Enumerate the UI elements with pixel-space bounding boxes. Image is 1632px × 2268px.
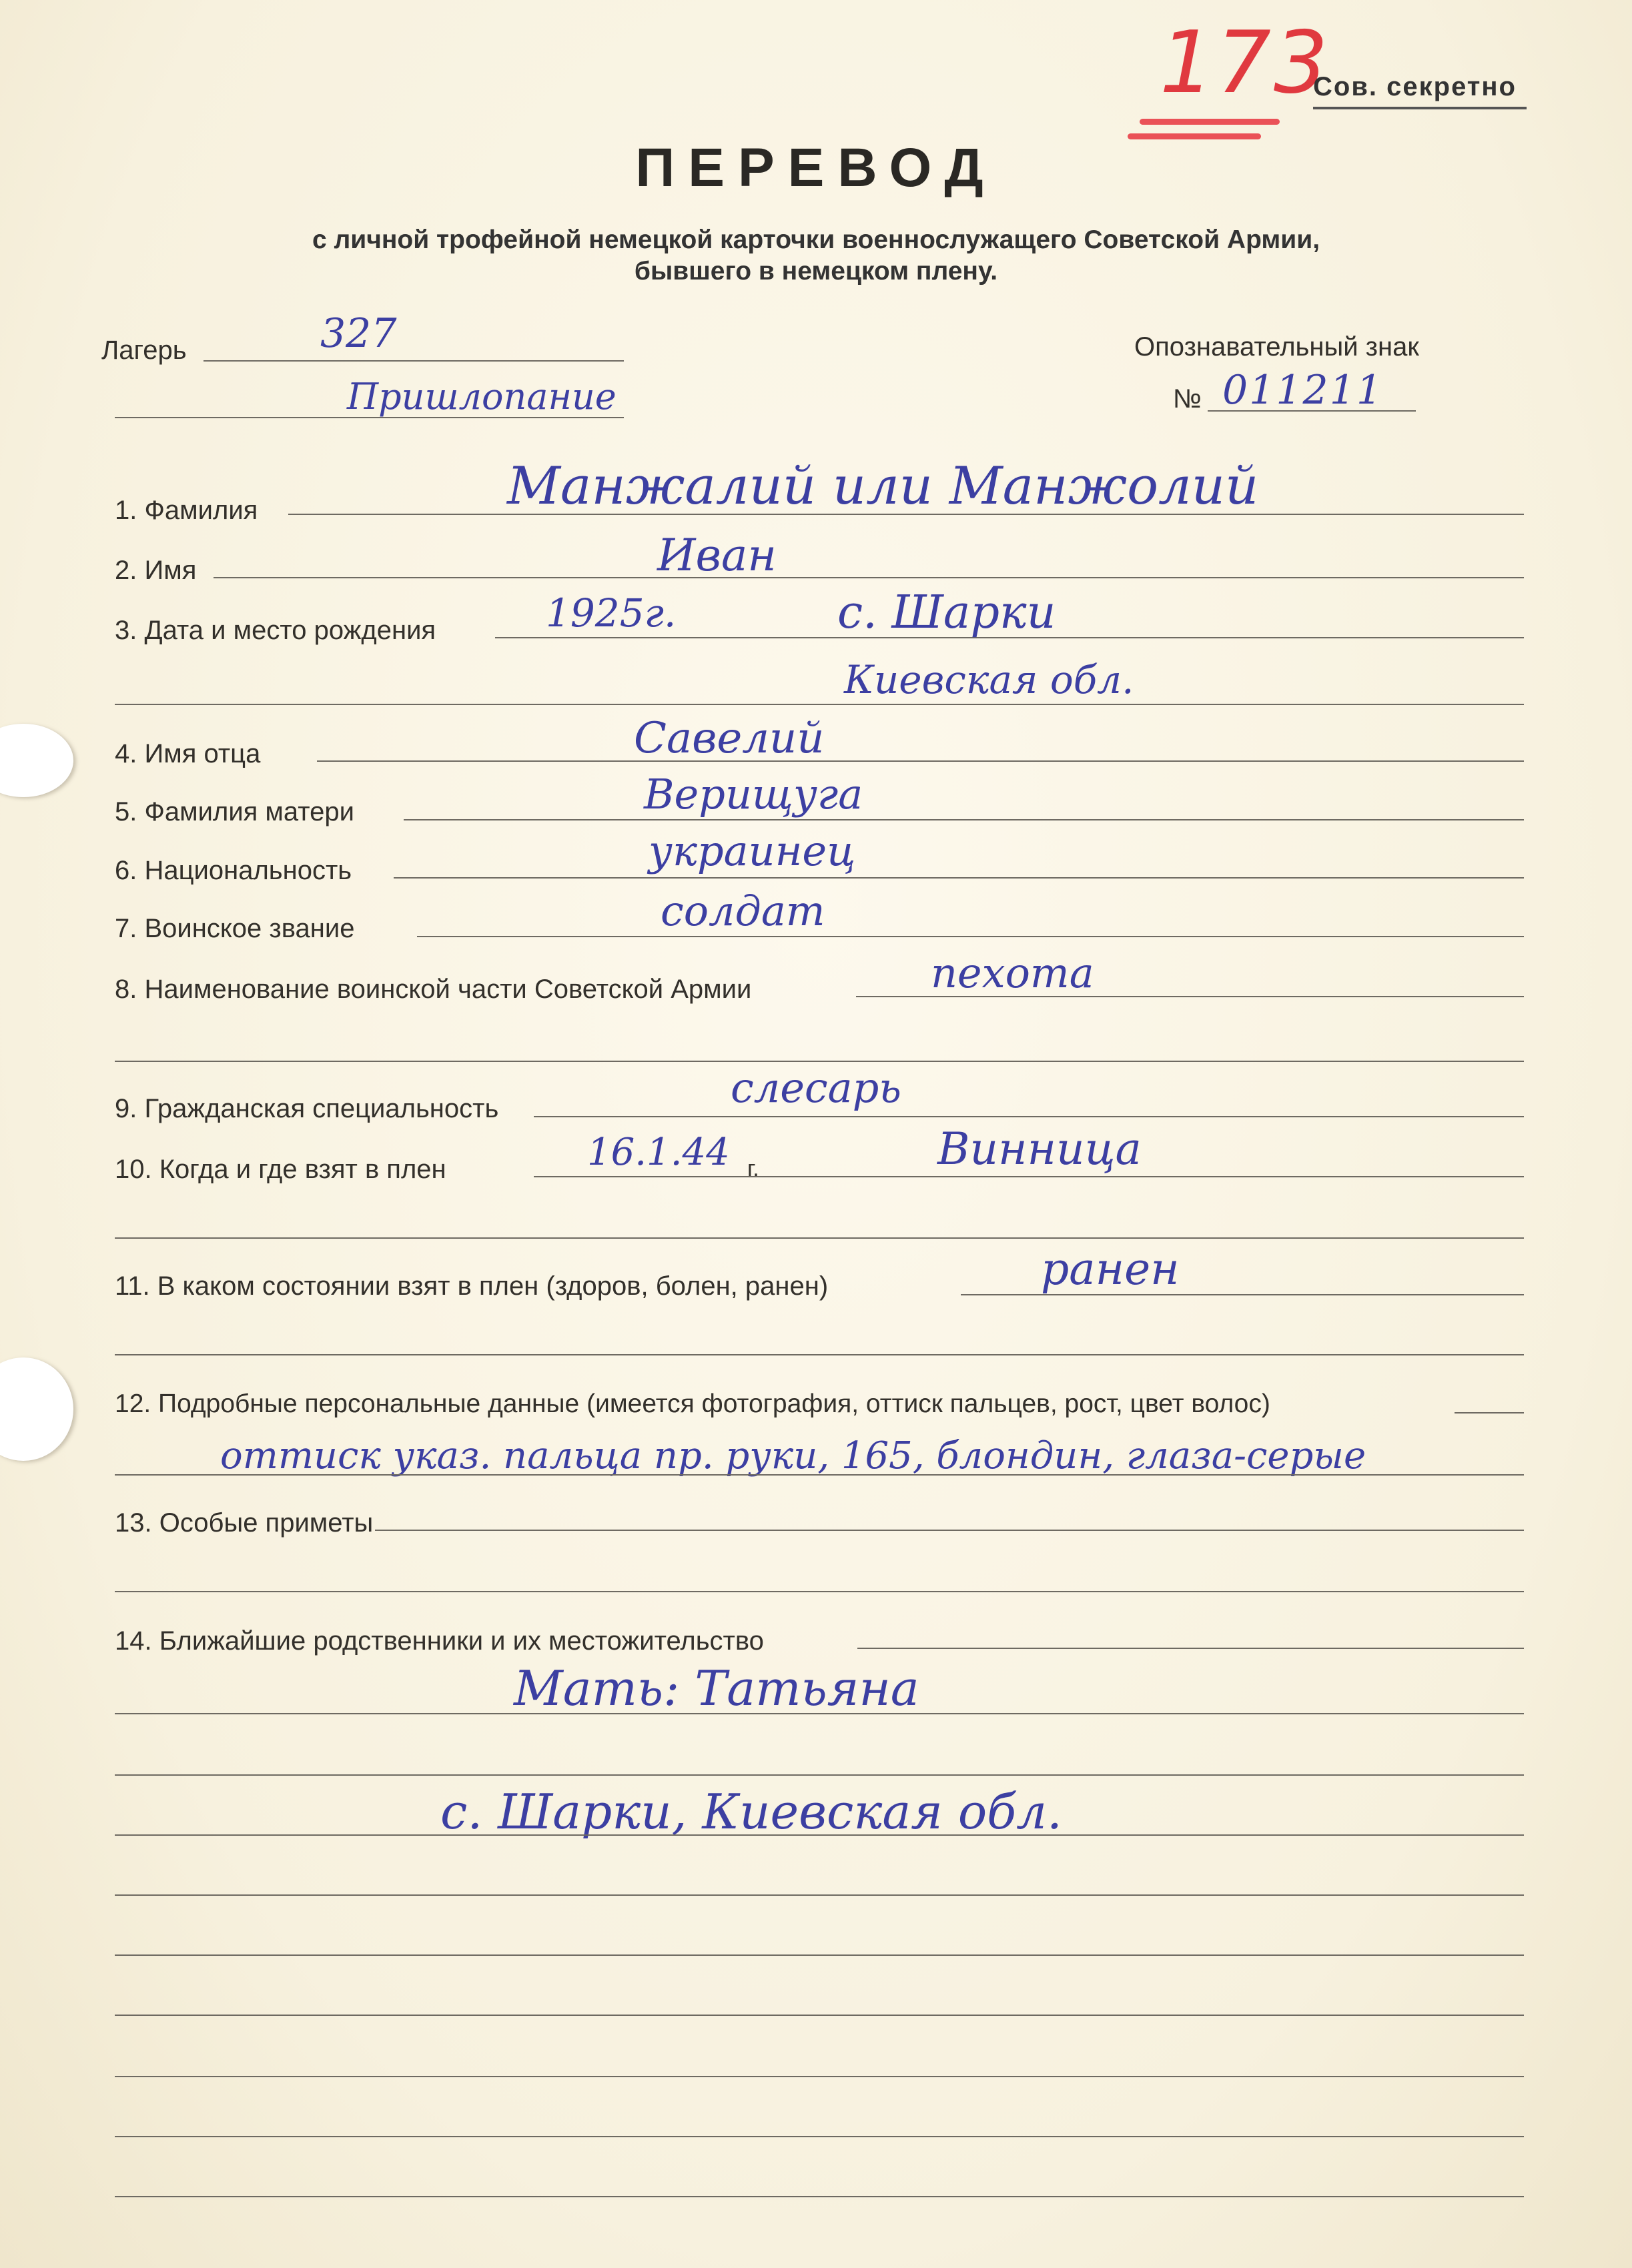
captured-year-suffix: г.	[747, 1156, 759, 1181]
relatives-label: 14. Ближайшие родственники и их местожительство	[115, 1626, 764, 1656]
marks-label: 13. Особые приметы	[115, 1508, 374, 1538]
details-line-2	[115, 1474, 1524, 1476]
birth-label: 3. Дата и место рождения	[115, 616, 436, 645]
mother-label: 5. Фамилия матери	[115, 797, 355, 826]
condition-label: 11. В каком состоянии взят в плен (здоров, болен, ранен)	[115, 1271, 829, 1301]
camp-name: Пришлопание	[347, 376, 617, 418]
nationality-value: украинец	[649, 826, 856, 875]
relatives-line-8	[115, 2076, 1524, 2077]
details-value: оттиск указ. пальца пр. руки, 165, блондин, глаза-серые	[220, 1434, 1366, 1478]
id-mark-label: Опознавательный знак	[1134, 332, 1419, 362]
classification-underline	[1313, 107, 1527, 109]
unit-value: пехота	[931, 949, 1094, 997]
unit-label: 8. Наименование воинской части Советской Армии	[115, 975, 752, 1004]
captured-place: Винница	[937, 1123, 1142, 1175]
relatives-line-6	[115, 1954, 1524, 1956]
details-line-1	[1455, 1412, 1524, 1413]
surname-label: 1. Фамилия	[115, 496, 258, 525]
relatives-line-7	[115, 2015, 1524, 2016]
relatives-mother: Мать: Татьяна	[514, 1660, 919, 1716]
profession-value: слесарь	[731, 1063, 902, 1112]
relatives-line-9	[115, 2136, 1524, 2137]
captured-line-1	[534, 1176, 1524, 1177]
marks-line-2	[115, 1591, 1524, 1592]
camp-number: 327	[320, 310, 397, 357]
relatives-line-1	[857, 1648, 1524, 1649]
captured-label: 10. Когда и где взят в плен	[115, 1155, 446, 1184]
birth-region: Киевская обл.	[844, 657, 1134, 702]
handwritten-number: 173	[1160, 13, 1331, 113]
captured-line-2	[115, 1237, 1524, 1239]
subtitle-line-1: с личной трофейной немецкой карточки военнослужащего Советской Армии,	[312, 225, 1320, 254]
name-line	[214, 577, 1524, 578]
classification-label: Сов. секретно	[1313, 72, 1517, 101]
birth-place: с. Шарки	[837, 586, 1056, 639]
nationality-label: 6. Национальность	[115, 856, 352, 885]
father-value: Савелий	[634, 714, 825, 763]
details-label: 12. Подробные персональные данные (имеется фотография, оттиск пальцев, рост, цвет волос)	[115, 1389, 1270, 1418]
punch-hole-top	[0, 724, 73, 797]
condition-line-2	[115, 1354, 1524, 1355]
birth-line-2	[115, 704, 1524, 705]
father-line	[317, 760, 1524, 762]
relatives-address: с. Шарки, Киевская обл.	[440, 1784, 1062, 1840]
red-underline-1	[1140, 119, 1280, 125]
profession-line	[534, 1116, 1524, 1117]
birth-year: 1925г.	[546, 590, 677, 636]
subtitle-line-2: бывшего в немецком плену.	[634, 257, 998, 286]
surname-value: Манжалий или Манжолий	[507, 456, 1259, 516]
relatives-line-2	[115, 1713, 1524, 1714]
nationality-line	[394, 877, 1524, 879]
marks-line-1	[375, 1530, 1524, 1531]
mother-line	[404, 819, 1524, 820]
condition-value: ранен	[1041, 1243, 1180, 1295]
camp-line-1	[203, 360, 624, 362]
profession-label: 9. Гражданская специальность	[115, 1094, 499, 1123]
relatives-line-4	[115, 1834, 1524, 1836]
rank-label: 7. Воинское звание	[115, 914, 355, 943]
id-mark-value: 011211	[1222, 367, 1384, 414]
relatives-line-3	[115, 1774, 1524, 1776]
punch-hole-bottom	[0, 1357, 73, 1461]
relatives-line-10	[115, 2196, 1524, 2197]
rank-value: солдат	[661, 887, 825, 935]
mother-value: Верищуга	[644, 770, 863, 818]
name-label: 2. Имя	[115, 556, 197, 585]
rank-line	[417, 936, 1524, 937]
unit-line-2	[115, 1061, 1524, 1062]
relatives-line-5	[115, 1894, 1524, 1896]
father-label: 4. Имя отца	[115, 739, 261, 768]
id-mark-no: №	[1173, 384, 1202, 414]
captured-date: 16.1.44	[587, 1131, 730, 1174]
camp-label: Лагерь	[101, 336, 187, 365]
name-value: Иван	[657, 530, 777, 581]
page-title: ПЕРЕВОД	[635, 137, 997, 198]
